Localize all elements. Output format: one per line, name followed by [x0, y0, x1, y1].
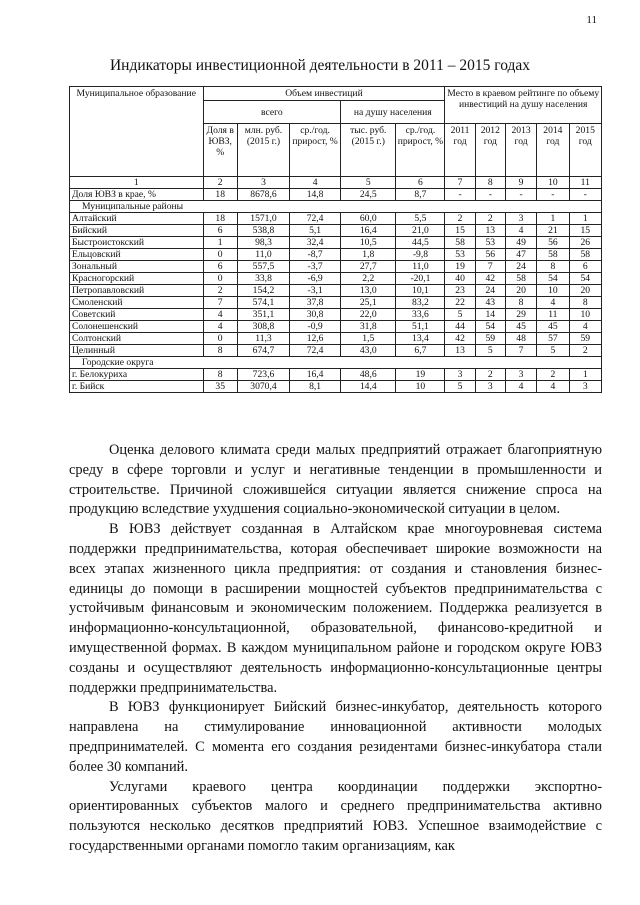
table-cell: -9,8 [396, 249, 445, 261]
table-cell: 3 [445, 369, 475, 381]
header-year: 2011 год [445, 124, 475, 177]
table-cell: 4 [569, 321, 601, 333]
table-cell: 35 [203, 381, 237, 393]
row-label-cell: Быстроистокский [70, 237, 204, 249]
table-cell: 59 [569, 333, 601, 345]
table-cell: 7 [203, 297, 237, 309]
table-cell: 48,6 [341, 369, 396, 381]
table-cell: 4 [537, 381, 569, 393]
table-cell: 29 [505, 309, 536, 321]
header-year: 2012 год [475, 124, 505, 177]
header-investment-volume: Объем инвестиций [203, 87, 445, 101]
table-cell: 351,1 [237, 309, 289, 321]
table-cell: 1 [203, 237, 237, 249]
table-cell: 30,8 [290, 309, 341, 321]
section-label: Муниципальные районы [70, 201, 602, 213]
table-cell: 2,2 [341, 273, 396, 285]
table-cell: 7 [445, 177, 475, 189]
table-cell: 0 [203, 273, 237, 285]
table-cell: 538,8 [237, 225, 289, 237]
table-cell: 27,7 [341, 261, 396, 273]
table-cell: 42 [475, 273, 505, 285]
table-cell: 33,6 [396, 309, 445, 321]
table-cell: 18 [203, 189, 237, 201]
table-cell: 56 [537, 237, 569, 249]
paragraph: Услугами краевого центра координации поддержки экспортно-ориентированных субъектов малого и среднего предпринимательства активно пользуются несколько десятков предприятий ЮВЗ. Успешное взаимодействие с государственными органами помогло таким организациям, как [69, 778, 602, 854]
table-cell: 54 [569, 273, 601, 285]
table-cell: 16,4 [290, 369, 341, 381]
table-cell: 42 [445, 333, 475, 345]
table-cell: 5 [445, 381, 475, 393]
table-cell: -3,1 [290, 285, 341, 297]
table-cell: 13 [475, 225, 505, 237]
table-cell: 13 [445, 345, 475, 357]
table-cell: - [505, 189, 536, 201]
row-label-cell: г. Белокуриха [70, 369, 204, 381]
table-cell: 8,7 [396, 189, 445, 201]
table-cell: 5 [475, 345, 505, 357]
table-row [70, 333, 602, 345]
table-cell: 14 [475, 309, 505, 321]
table-cell: 45 [537, 321, 569, 333]
table-cell: 40 [445, 273, 475, 285]
table-cell: 5 [537, 345, 569, 357]
table-cell: 2 [203, 177, 237, 189]
table-cell: 1 [569, 369, 601, 381]
table-cell: 8,1 [290, 381, 341, 393]
table-cell: 2 [537, 369, 569, 381]
header-per-capita: на душу населения [341, 101, 445, 124]
table-cell: -8,7 [290, 249, 341, 261]
table-cell: 19 [396, 369, 445, 381]
table-cell: 0 [203, 249, 237, 261]
table-cell: 5 [445, 309, 475, 321]
table-cell: 4 [505, 225, 536, 237]
table-cell: 14,8 [290, 189, 341, 201]
table-cell: 21 [537, 225, 569, 237]
table-cell: 3 [505, 213, 536, 225]
table-cell: 56 [475, 249, 505, 261]
table-cell: 8 [505, 297, 536, 309]
table-cell: 98,3 [237, 237, 289, 249]
table-cell: 11 [537, 309, 569, 321]
table-cell: -3,7 [290, 261, 341, 273]
table-cell: 1 [569, 213, 601, 225]
table-cell: 8 [475, 177, 505, 189]
table-row [70, 213, 602, 225]
table-cell: 51,1 [396, 321, 445, 333]
table-cell: 2 [445, 213, 475, 225]
table-cell: 4 [203, 309, 237, 321]
table-cell: 14,4 [341, 381, 396, 393]
table-cell: 10 [396, 381, 445, 393]
table-cell: 11,0 [237, 249, 289, 261]
table-cell: 18 [203, 213, 237, 225]
row-label-cell: 1 [70, 177, 204, 189]
table-cell: 10 [569, 309, 601, 321]
table-cell: 47 [505, 249, 536, 261]
table-row [70, 369, 602, 381]
table-cell: 4 [290, 177, 341, 189]
table-cell: 24,5 [341, 189, 396, 201]
table-row [70, 321, 602, 333]
row-label-cell: Доля ЮВЗ в крае, % [70, 189, 204, 201]
table-cell: 59 [475, 333, 505, 345]
body-text [69, 441, 602, 857]
table-cell: 25,1 [341, 297, 396, 309]
table-cell: 12,6 [290, 333, 341, 345]
table-cell: 2 [475, 369, 505, 381]
paragraph: В ЮВЗ функционирует Бийский бизнес-инкубатор, деятельность которого направлена на стимулирование инновационной активности молодых предпринимателей. С момента его создания резидентами бизнес-инкубатора стали более 30 компаний. [69, 699, 602, 775]
table-cell: 2 [203, 285, 237, 297]
table-cell: 8 [537, 261, 569, 273]
table-row [70, 189, 602, 201]
row-label-cell: Смоленский [70, 297, 204, 309]
table-cell: 8 [203, 369, 237, 381]
investment-indicators-table [69, 86, 602, 393]
table-cell: 43,0 [341, 345, 396, 357]
table-cell: -0,9 [290, 321, 341, 333]
table-cell: 20 [569, 285, 601, 297]
table-cell: 44,5 [396, 237, 445, 249]
table-cell: - [569, 189, 601, 201]
row-label-cell: Алтайский [70, 213, 204, 225]
table-cell: 5,1 [290, 225, 341, 237]
column-number-row [70, 177, 602, 189]
header-thous-rub: тыс. руб. (2015 г.) [341, 124, 396, 177]
table-cell: 33,8 [237, 273, 289, 285]
table-cell: - [537, 189, 569, 201]
table-cell: 7 [475, 261, 505, 273]
table-row [70, 285, 602, 297]
row-label-cell: Ельцовский [70, 249, 204, 261]
section-row [70, 357, 602, 369]
table-row [70, 297, 602, 309]
table-cell: 3 [475, 381, 505, 393]
table-cell: 49 [505, 237, 536, 249]
table-cell: 58 [445, 237, 475, 249]
table-cell: 1571,0 [237, 213, 289, 225]
table-row [70, 225, 602, 237]
table-cell: 23 [445, 285, 475, 297]
table-cell: 11,0 [396, 261, 445, 273]
table-cell: -20,1 [396, 273, 445, 285]
table-row [70, 273, 602, 285]
table-cell: 15 [569, 225, 601, 237]
table-cell: 5,5 [396, 213, 445, 225]
table-cell: 45 [505, 321, 536, 333]
table-cell: 11 [569, 177, 601, 189]
row-label-cell: Целинный [70, 345, 204, 357]
table-cell: 60,0 [341, 213, 396, 225]
table-cell: 20 [505, 285, 536, 297]
row-label-cell: Советский [70, 309, 204, 321]
table-cell: 3 [505, 369, 536, 381]
table-row [70, 237, 602, 249]
header-total: всего [203, 101, 341, 124]
table-header-row-1 [70, 87, 602, 101]
table-cell: 308,8 [237, 321, 289, 333]
table-cell: 1,5 [341, 333, 396, 345]
table-cell: 574,1 [237, 297, 289, 309]
table-cell: 4 [537, 297, 569, 309]
table-cell: 154,2 [237, 285, 289, 297]
table-cell: 26 [569, 237, 601, 249]
table-row [70, 381, 602, 393]
header-growth: ср./год. прирост, % [290, 124, 341, 177]
table-cell: 24 [475, 285, 505, 297]
table-cell: 37,8 [290, 297, 341, 309]
table-cell: 22 [445, 297, 475, 309]
table-cell: 3 [569, 381, 601, 393]
table-cell: 8678,6 [237, 189, 289, 201]
row-label-cell: Красногорский [70, 273, 204, 285]
page-number: 11 [586, 14, 597, 26]
table-cell: 9 [505, 177, 536, 189]
table-cell: 16,4 [341, 225, 396, 237]
header-year: 2015 год [569, 124, 601, 177]
header-growth-per-capita: ср./год. прирост, % [396, 124, 445, 177]
header-rank: Место в краевом рейтинге по объему инвестиций на душу населения [445, 87, 602, 124]
table-cell: 32,4 [290, 237, 341, 249]
table-cell: 83,2 [396, 297, 445, 309]
table-cell: 58 [569, 249, 601, 261]
table-cell: -6,9 [290, 273, 341, 285]
table-cell: 4 [505, 381, 536, 393]
table-cell: 22,0 [341, 309, 396, 321]
table-cell: 6 [203, 225, 237, 237]
table-cell: - [475, 189, 505, 201]
row-label-cell: Солонешенский [70, 321, 204, 333]
table-cell: 53 [475, 237, 505, 249]
row-label-cell: Бийский [70, 225, 204, 237]
table-cell: 8 [203, 345, 237, 357]
table-cell: 58 [537, 249, 569, 261]
table-cell: 10 [537, 177, 569, 189]
table-cell: 72,4 [290, 213, 341, 225]
table-cell: 1 [537, 213, 569, 225]
table-cell: 10 [537, 285, 569, 297]
table-cell: 3070,4 [237, 381, 289, 393]
table-cell: 24 [505, 261, 536, 273]
table-cell: 72,4 [290, 345, 341, 357]
paragraph: В ЮВЗ действует созданная в Алтайском крае многоуровневая система поддержки предпринимательства, которая обеспечивает широкие возможности на всех этапах жизненного цикла предприятия: от создания и становления бизнес-единицы до помощи в расширении мощностей субъектов предпринимательства с устойчивым финансовым и экономическим положением. Поддержка реализуется в информационно-консультационной, образовательной, финансово-кредитной и имущественной формах. В каждом муниципальном районе и городском округе ЮВЗ созданы и осуществляют деятельность информационно-консультационные центры поддержки предпринимательства. [69, 521, 602, 696]
table-cell: 58 [505, 273, 536, 285]
table-cell: 54 [537, 273, 569, 285]
table-cell: 53 [445, 249, 475, 261]
table-cell: 48 [505, 333, 536, 345]
table-cell: 7 [505, 345, 536, 357]
header-year: 2014 год [537, 124, 569, 177]
table-cell: 54 [475, 321, 505, 333]
row-label-cell: Петропавловский [70, 285, 204, 297]
table-cell: 557,5 [237, 261, 289, 273]
table-cell: 31,8 [341, 321, 396, 333]
document-title: Индикаторы инвестиционной деятельности в 2011 – 2015 годах [109, 57, 531, 74]
table-cell: 5 [341, 177, 396, 189]
header-year: 2013 год [505, 124, 536, 177]
row-label-cell: Зональный [70, 261, 204, 273]
table-cell: 6 [203, 261, 237, 273]
table-cell: 10,1 [396, 285, 445, 297]
table-cell: 13,4 [396, 333, 445, 345]
section-row [70, 201, 602, 213]
row-label-cell: Солтонский [70, 333, 204, 345]
table-cell: 21,0 [396, 225, 445, 237]
table-cell: 43 [475, 297, 505, 309]
table-cell: 723,6 [237, 369, 289, 381]
table-cell: 8 [569, 297, 601, 309]
table-cell: 44 [445, 321, 475, 333]
table-cell: 2 [569, 345, 601, 357]
table-cell: 6 [569, 261, 601, 273]
table-cell: 3 [237, 177, 289, 189]
table-cell: 0 [203, 333, 237, 345]
table-cell: 6 [396, 177, 445, 189]
table-cell: 11,3 [237, 333, 289, 345]
section-label: Городские округа [70, 357, 602, 369]
table-row [70, 249, 602, 261]
table-cell: 10,5 [341, 237, 396, 249]
table-cell: - [445, 189, 475, 201]
table-row [70, 345, 602, 357]
table-cell: 4 [203, 321, 237, 333]
table-cell: 6,7 [396, 345, 445, 357]
table-cell: 13,0 [341, 285, 396, 297]
table-cell: 674,7 [237, 345, 289, 357]
header-share: Доля в ЮВЗ, % [203, 124, 237, 177]
table-row [70, 309, 602, 321]
table-cell: 57 [537, 333, 569, 345]
row-label-cell: г. Бийск [70, 381, 204, 393]
table-cell: 15 [445, 225, 475, 237]
table-cell: 19 [445, 261, 475, 273]
table-cell: 2 [475, 213, 505, 225]
table-row [70, 261, 602, 273]
header-municipality: Муниципальное образование [70, 87, 204, 177]
header-mln-rub: млн. руб. (2015 г.) [237, 124, 289, 177]
paragraph: Оценка делового климата среди малых предприятий отражает благоприятную среду в сфере торговли и услуг и негативные тенденции в промышленности и строительстве. Причиной сложившейся ситуации является снижение спроса на продукцию вследствие ухудшения социально-экономической ситуации в целом. [69, 442, 602, 518]
table-cell: 1,8 [341, 249, 396, 261]
